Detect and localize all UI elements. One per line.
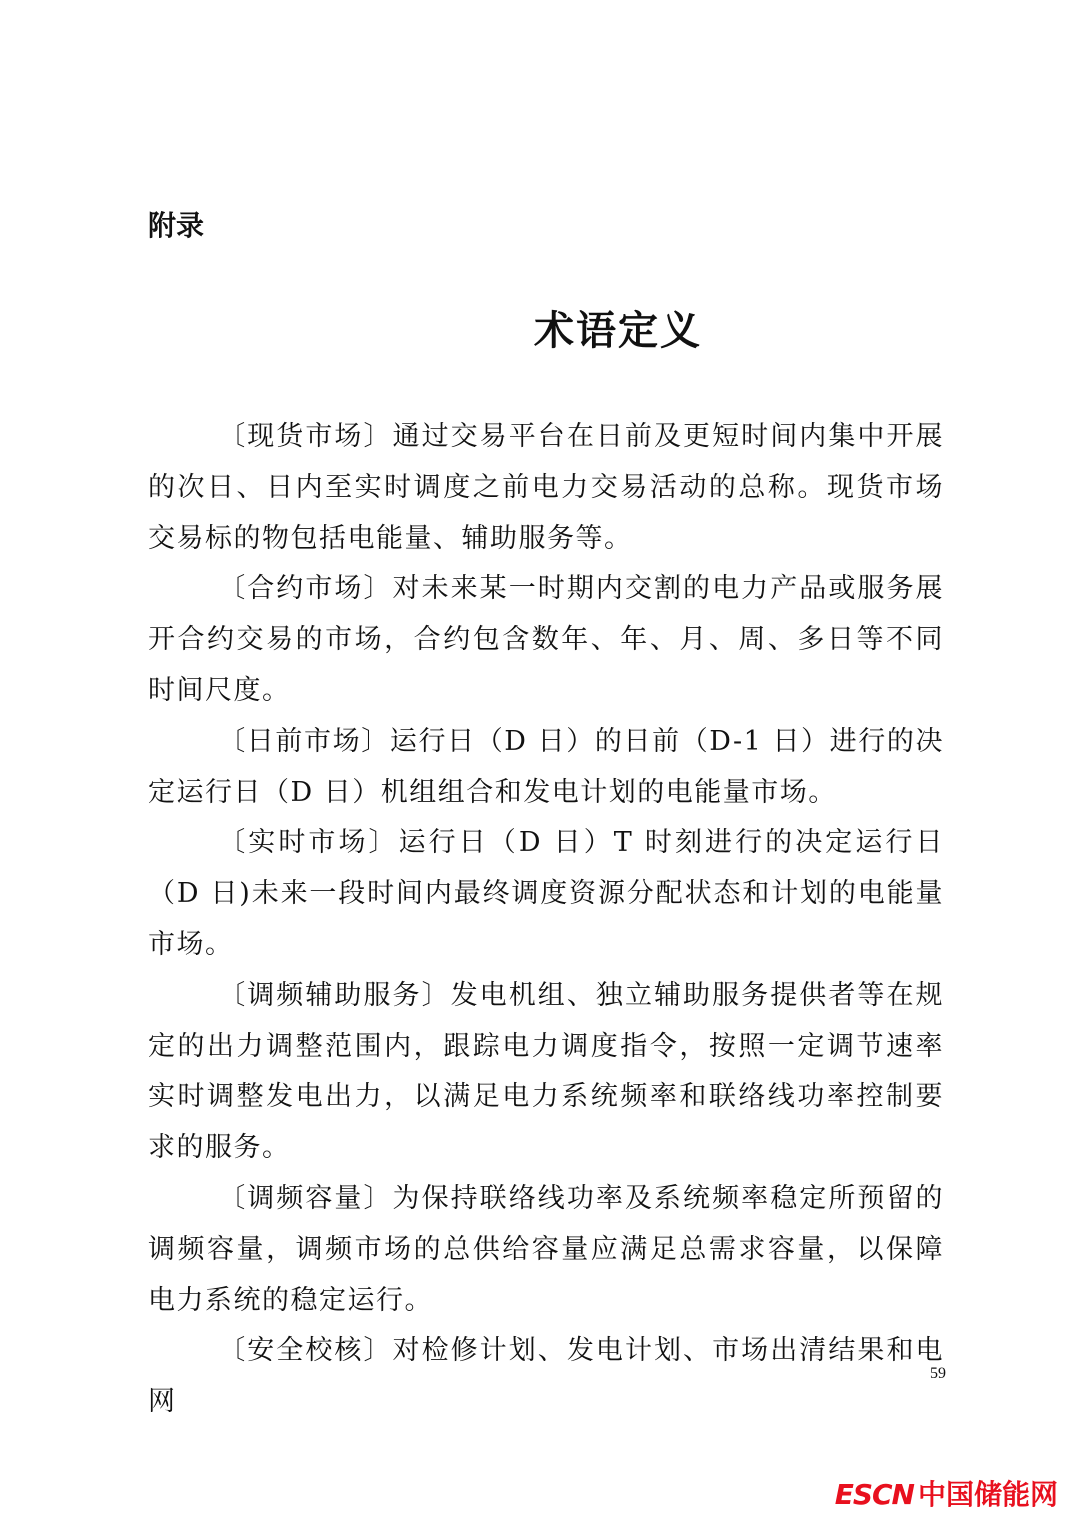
watermark-brand-cn: 中国储能网 xyxy=(917,1478,1058,1511)
definition-term: 〔现货市场〕 xyxy=(218,421,393,452)
watermark-logo xyxy=(835,1477,1058,1513)
definition-text: 运行日（D 日）的日前（D-1 日）进行的决定运行日（D 日）机组组合和发电计划的电能量市场。 xyxy=(148,725,945,808)
definition-term: 〔调频辅助服务〕 xyxy=(218,979,451,1011)
definitions-body xyxy=(148,412,944,1428)
definition-term: 〔实时市场〕 xyxy=(218,827,399,859)
definition-paragraph xyxy=(148,717,944,819)
definition-paragraph xyxy=(148,1326,944,1428)
definition-paragraph xyxy=(148,564,944,716)
definition-term: 〔安全校核〕 xyxy=(218,1335,393,1367)
definition-paragraph xyxy=(148,818,944,970)
definition-text: 对未来某一时期内交割的电力产品或服务展开合约交易的市场，合约包含数年、年、月、周、多日等不同时间尺度。 xyxy=(148,573,944,706)
page-number: 59 xyxy=(930,1365,946,1382)
definition-term: 〔合约市场〕 xyxy=(218,573,393,605)
definition-paragraph xyxy=(148,971,944,1174)
page-title: 术语定义 xyxy=(534,307,702,354)
definition-term: 〔日前市场〕 xyxy=(218,725,390,757)
definition-text: 对检修计划、发电计划、市场出清结果和电网 xyxy=(148,1335,944,1418)
definition-text: 运行日（D 日）T 时刻进行的决定运行日（D 日)未来一段时间内最终调度资源分配状态和计划的电能量市场。 xyxy=(148,827,944,960)
definition-paragraph xyxy=(148,1174,944,1326)
definition-text: 通过交易平台在日前及更短时间内集中开展的次日、日内至实时调度之前电力交易活动的总称。现货市场交易标的物包括电能量、辅助服务等。 xyxy=(148,421,944,554)
definition-paragraph xyxy=(148,412,944,564)
definition-text: 为保持联络线功率及系统频率稳定所预留的调频容量，调频市场的总供给容量应满足总需求容量，以保障电力系统的稳定运行。 xyxy=(148,1182,944,1316)
watermark-brand-latin: ESCN xyxy=(834,1478,914,1511)
definition-term: 〔调频容量〕 xyxy=(218,1182,393,1214)
appendix-label: 附录 xyxy=(148,209,205,242)
definition-text: 发电机组、独立辅助服务提供者等在规定的出力调整范围内，跟踪电力调度指令，按照一定调节速率实时调整发电出力，以满足电力系统频率和联络线功率控制要求的服务。 xyxy=(148,979,944,1164)
